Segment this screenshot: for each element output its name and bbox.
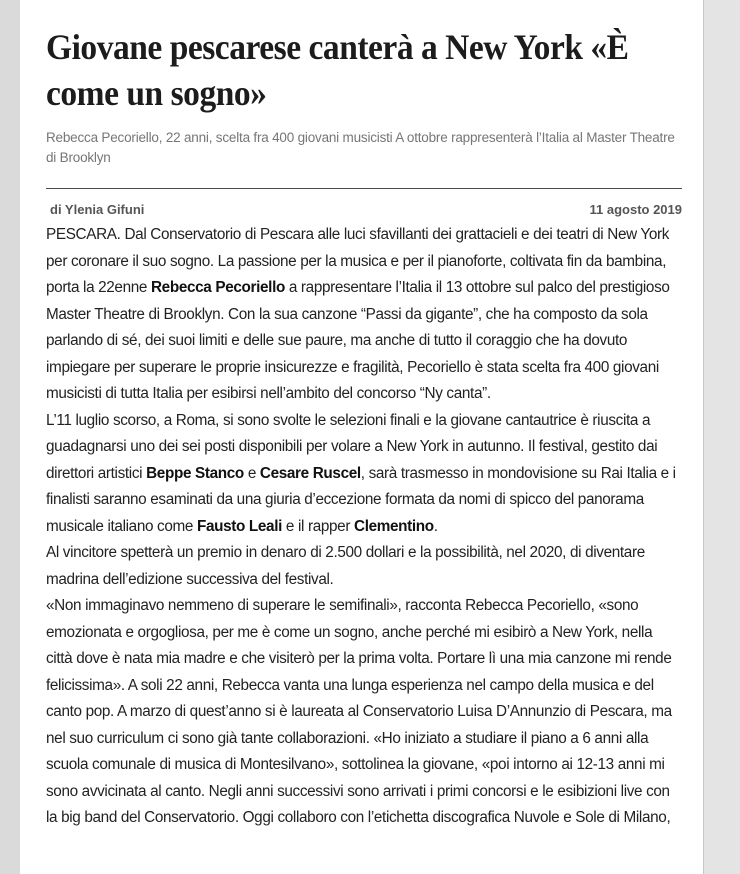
paragraph xyxy=(46,222,682,408)
text-run: PESCARA. Dal Conservatorio di Pescara alle luci sfavillanti dei grattacieli e dei teatri di New York per coronare il suo sogno. La passione per la musica e per il pianoforte, coltivata fin da bambina, porta la 22enne xyxy=(46,226,670,296)
paragraph xyxy=(46,540,682,593)
text-run: e xyxy=(243,464,260,482)
subtitle: Rebecca Pecoriello, 22 anni, scelta fra 400 giovani musicisti A ottobre rappresenterà l’Italia al Master Theatre di Brooklyn xyxy=(46,130,675,165)
paragraph xyxy=(46,593,682,832)
text-run: a rappresentare l’Italia il 13 ottobre sul palco del prestigioso Master Theatre di Brooklyn. Con la sua canzone “Passi da gigante”, che ha composto da sola parlando di sé, dei suoi limiti e delle sue paure, ma anche di tutto il coraggio che ha dovuto impiegare per superare le proprie insicurezze e fragilità, Pecoriello è stata scelta fra 400 giovani musicisti di tutta Italia per esibirsi nell’ambito del concorso “Ny canta”. xyxy=(46,279,670,402)
left-margin-bar xyxy=(0,0,20,874)
article xyxy=(46,24,682,832)
divider xyxy=(46,188,682,189)
headline: Giovane pescarese canterà a New York «È come un sogno» xyxy=(46,27,629,113)
author: di Ylenia Gifuni xyxy=(50,201,145,217)
text-run: e il rapper xyxy=(282,517,354,535)
person-name: Cesare Ruscel xyxy=(259,464,361,482)
paragraph xyxy=(46,408,682,541)
person-name: Fausto Leali xyxy=(196,517,283,535)
byline xyxy=(46,200,682,218)
text-run: L’11 luglio scorso, a Roma, si sono svolte le selezioni finali e la giovane cantautrice è riuscita a guadagnarsi uno dei sei posti disponibili per volare a New York in autunno. Il festival, gestito dai direttori artistici xyxy=(46,411,658,482)
text-run: Al vincitore spetterà un premio in denaro di 2.500 dollari e la possibilità, nel 2020, di diventare madrina dell’edizione successiva del festival. xyxy=(46,544,645,588)
person-name: Clementino xyxy=(354,517,434,535)
person-name: Beppe Stanco xyxy=(146,464,244,482)
text-run: «Non immaginavo nemmeno di superare le semifinali», racconta Rebecca Pecoriello, «sono emozionata e orgogliosa, per me è come un sogno, anche perché mi esibirò a New York, nella città dove è nata mia madre e che visiterò per la prima volta. Portare lì una mia canzone mi rende felicissima». A soli 22 anni, Rebecca vanta una lunga esperienza nel campo della musica e del canto pop. A marzo di quest’anno si è laureata al Conservatorio Luisa D’Annunzio di Pescara, ma nel suo curriculum ci sono già tante collaborazioni. «Ho iniziato a studiare il piano a 6 anni alla scuola comunale di musica di Montesilvano», sottolinea la giovane, «poi intorno ai 12-13 anni mi sono avvicinata al canto. Negli anni successivi sono arrivati i primi concorsi e le esibizioni live con la big band del Conservatorio. Oggi collaboro con l’etichetta discografica Nuvole e Sole di Milano, xyxy=(46,597,672,826)
person-name: Rebecca Pecoriello xyxy=(150,279,285,296)
article-body xyxy=(46,222,682,832)
right-margin-bar xyxy=(704,0,740,874)
text-run: . xyxy=(433,517,438,535)
text-run: , sarà trasmesso in mondovisione su Rai Italia e i finalisti saranno esaminati da una giuria d’eccezione formata da nomi di spicco del panorama musicale italiano come xyxy=(46,464,676,535)
publish-date: 11 agosto 2019 xyxy=(589,201,682,217)
